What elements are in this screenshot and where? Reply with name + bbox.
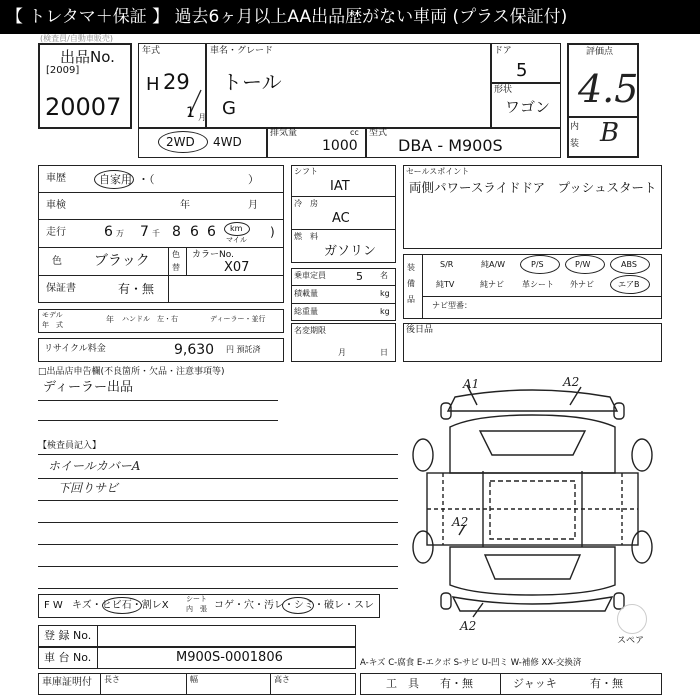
stain-circle <box>282 597 314 614</box>
equip-abs: ABS <box>621 260 637 269</box>
drive-2wd: 2WD <box>166 135 195 149</box>
seat-label-2: 内 張 <box>186 605 207 613</box>
era: H <box>146 74 160 95</box>
model-label: 車名・グレード <box>210 46 274 56</box>
dealer-notes: ディーラー出品 <box>43 380 133 395</box>
color-value: ブラック <box>94 253 150 269</box>
color-change-2: 替 <box>172 263 180 272</box>
history-label: 車歴 <box>46 173 66 184</box>
equip-leather: 革シート <box>522 280 554 289</box>
color-label: 色 <box>52 256 62 267</box>
capacity-label: 乗車定員 <box>294 271 326 280</box>
lot-label: 出品No. <box>60 48 115 66</box>
clipped-header-text: (検査員/自動車販売) <box>40 34 113 43</box>
mile-label: マイル <box>226 236 247 244</box>
shift-value: IAT <box>330 179 350 194</box>
color-no-label: カラーNo. <box>192 250 234 260</box>
inspection-label: 車検 <box>46 200 66 211</box>
fw-label: F W <box>44 600 63 611</box>
fuel-value: ガソリン <box>324 244 377 259</box>
reg-label: 登 録 No. <box>44 629 92 642</box>
capacity-unit: 名 <box>380 271 388 280</box>
change-date-month: 月 <box>338 348 346 357</box>
handle-value: ハンドル 左・右 <box>122 315 178 323</box>
seat-items: コゲ・穴・汚レ・シミ・破レ・スレ <box>214 600 374 611</box>
history-value: 自家用 <box>99 173 132 186</box>
warranty-value: 有・無 <box>118 282 155 296</box>
banner-title: 【 トレタマ＋保証 】 過去6ヶ月以上AA出品歴がない車両 (プラス保証付) <box>0 0 700 34</box>
displacement-unit: cc <box>350 128 359 137</box>
doors-label: ドア <box>494 46 512 56</box>
change-date-day: 日 <box>380 348 388 357</box>
spare-label: スペア <box>617 636 645 646</box>
grade: G <box>222 98 236 119</box>
load-unit: kg <box>380 289 390 298</box>
mileage-a: 6 <box>104 224 113 240</box>
tools-label: 工 具 <box>386 677 419 690</box>
ac-value: AC <box>332 211 350 226</box>
score-value: 4.5 <box>578 67 639 111</box>
equip-aw: 純A/W <box>481 260 506 269</box>
equip-tv: 純TV <box>436 280 455 289</box>
width-label: 幅 <box>190 675 198 684</box>
equip-label-3: 品 <box>407 295 415 304</box>
mileage-sen: 千 <box>152 229 160 238</box>
mileage-man: 万 <box>116 229 124 238</box>
history-rest: ・（ <box>138 173 155 186</box>
fuel-label: 燃 料 <box>294 232 318 241</box>
model-year-unit: 年 <box>106 315 114 324</box>
damage-legend: A-キズ C-腐食 E-エクボ S-サビ U-凹ミ W-補修 XX-交換済 <box>360 658 582 668</box>
equip-navi: 純ナビ <box>480 280 504 289</box>
model-year-label-2: 年 式 <box>42 321 63 329</box>
month-value: 1 <box>186 105 195 121</box>
equip-label-2: 備 <box>407 279 415 288</box>
length-label: 長さ <box>104 675 120 684</box>
gross-unit: kg <box>380 307 390 316</box>
capacity-value: 5 <box>356 270 363 283</box>
chip-circle <box>102 597 142 614</box>
equip-sr: S/R <box>440 260 454 269</box>
sales-value: 両側パワースライドドア プッシュスタート <box>409 180 657 195</box>
type-label: 型式 <box>369 128 388 138</box>
model-year-label-1: モデル <box>42 311 63 319</box>
load-label: 積載量 <box>294 289 318 298</box>
recycle-value: 9,630 <box>174 342 215 358</box>
height-label: 高さ <box>274 675 290 684</box>
inspector-line1: ホイールカバーA <box>48 459 141 473</box>
type-value: DBA - M900S <box>398 136 503 155</box>
lot-number: 20007 <box>45 93 122 121</box>
mileage-c: 8 <box>172 224 181 240</box>
inspector-line2: 下回りサビ <box>58 481 119 495</box>
interior-label-1: 内 <box>570 122 580 132</box>
displacement-label: 排気量 <box>270 128 298 138</box>
sales-box <box>403 165 662 249</box>
year-value: 29 <box>163 70 190 94</box>
equip-airbag: エアB <box>618 280 640 289</box>
fw-items: キズ・ヒビ石・割レX <box>72 600 169 611</box>
shape-label: 形状 <box>494 85 513 95</box>
rear-label: 後日品 <box>406 325 434 335</box>
shape-value: ワゴン <box>505 98 551 116</box>
jack-value: 有・無 <box>590 677 623 690</box>
drive-4wd: 4WD <box>213 135 242 149</box>
recycle-unit: 円 預託済 <box>226 345 261 354</box>
spare-tire-icon <box>617 604 647 634</box>
tools-value: 有・無 <box>440 677 473 690</box>
color-change-1: 色 <box>172 250 180 259</box>
chassis-label: 車 台 No. <box>44 651 92 664</box>
chassis-value: M900S-0001806 <box>176 650 283 665</box>
lot-code: [2009] <box>46 65 80 76</box>
warranty-label: 保証書 <box>46 283 76 294</box>
jack-label: ジャッキ <box>513 677 557 690</box>
equip-ps: P/S <box>531 260 544 269</box>
change-date-label: 名変期限 <box>294 326 326 335</box>
damage-mark-a2-top: A2 <box>563 375 580 389</box>
color-no-value: X07 <box>224 260 250 275</box>
seat-label-1: シート <box>186 595 207 603</box>
ac-label: 冷 房 <box>294 199 318 208</box>
year-label: 年式 <box>142 46 161 56</box>
interior-value: B <box>600 118 620 148</box>
doors-value: 5 <box>516 60 528 81</box>
dealer-notes-label: □出品店申告欄(不良箇所・欠品・注意事項等) <box>38 367 225 377</box>
history-close: ） <box>248 173 259 186</box>
km-label: km <box>230 224 243 233</box>
mileage-e: 6 <box>207 224 216 240</box>
score-label: 評価点 <box>586 47 614 57</box>
damage-mark-a2-side: A2 <box>452 515 469 529</box>
mileage-b: 7 <box>140 224 149 240</box>
equip-label-1: 装 <box>407 263 415 272</box>
shift-label: シフト <box>294 167 318 176</box>
inspector-label: 【検査員記入】 <box>38 441 102 451</box>
navi-label: ナビ型番： <box>432 301 472 310</box>
displacement-value: 1000 <box>322 138 358 154</box>
cert-label: 車庫証明付 <box>42 677 92 688</box>
equip-pw: P/W <box>575 260 591 269</box>
model-name: トール <box>222 70 282 94</box>
interior-label-2: 装 <box>570 139 580 149</box>
dealer-parallel: ディーラー・並行 <box>210 315 266 323</box>
inspection-month: 月 <box>248 200 258 211</box>
equip-ext-navi: 外ナビ <box>570 280 594 289</box>
month-unit: 月 <box>198 113 206 122</box>
car-diagram <box>405 375 660 633</box>
mileage-paren: ) <box>270 225 275 239</box>
mileage-label: 走行 <box>46 227 66 238</box>
gross-label: 総重量 <box>294 307 318 316</box>
rear-box <box>403 323 662 362</box>
damage-mark-a1: A1 <box>463 377 480 391</box>
inspection-year: 年 <box>180 200 190 211</box>
recycle-label: リサイクル料金 <box>44 344 106 354</box>
sales-label: セールスポイント <box>406 167 470 176</box>
damage-mark-a2-bottom: A2 <box>460 619 477 633</box>
mileage-d: 6 <box>190 224 199 240</box>
